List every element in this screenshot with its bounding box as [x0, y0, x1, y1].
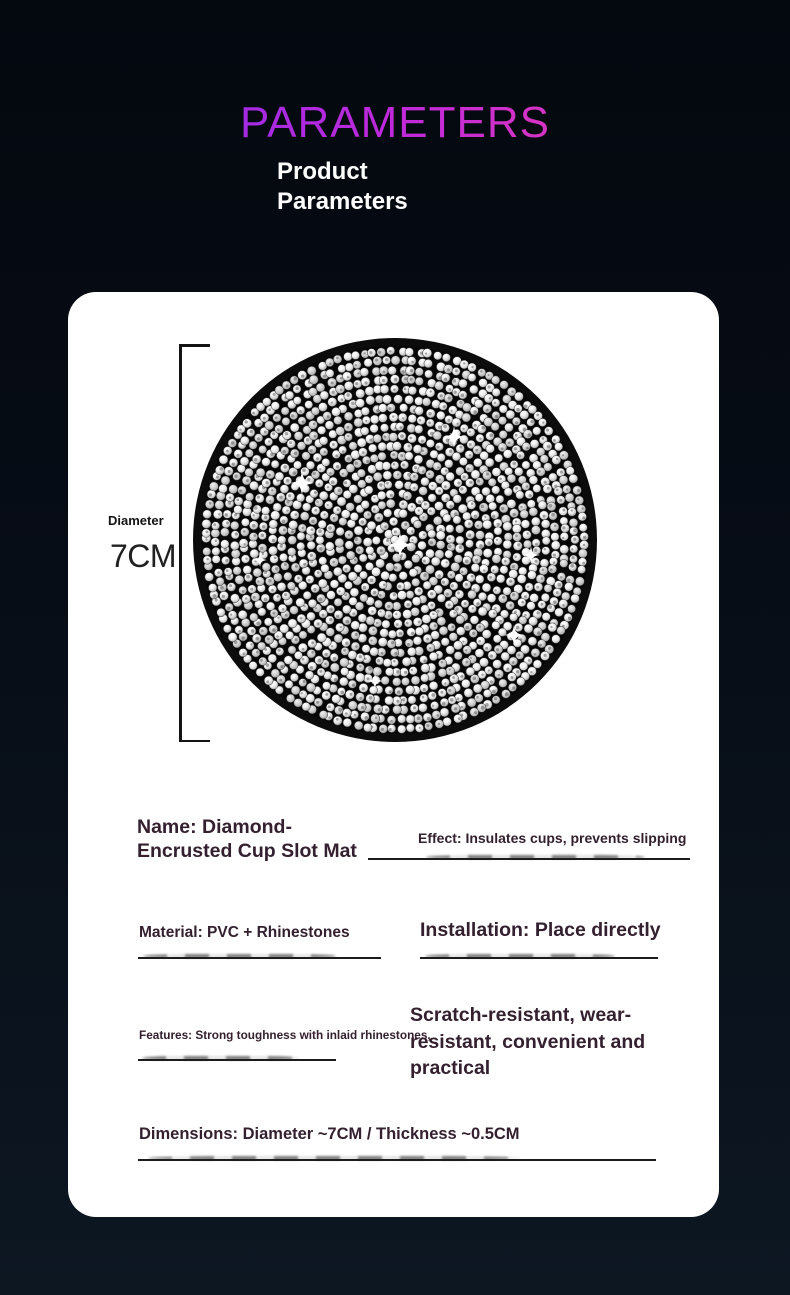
product-image-rhinestone-mat — [193, 338, 597, 742]
bracket-line — [179, 344, 182, 742]
divider-material — [138, 952, 381, 960]
diameter-label: Diameter — [108, 513, 164, 528]
spec-features-detail: Scratch-resistant, wear-resistant, convenient and practical — [410, 1004, 646, 1079]
divider-installation — [420, 952, 658, 960]
spec-dimensions: Dimensions: Diameter ~7CM / Thickness ~0.5CM — [139, 1125, 520, 1143]
page-subtitle: Product Parameters — [277, 158, 408, 215]
diameter-value: 7CM — [110, 538, 177, 574]
parameters-card — [68, 292, 719, 1217]
page-title: PARAMETERS — [0, 101, 790, 145]
spec-features: Features: Strong toughness with inlaid rhinestones, — [139, 1028, 431, 1042]
divider-dimensions — [138, 1154, 656, 1162]
spec-effect: Effect: Insulates cups, prevents slipping — [418, 830, 687, 846]
spec-material: Material: PVC + Rhinestones — [139, 924, 350, 941]
divider-features — [138, 1054, 336, 1062]
spec-name: Name: Diamond-Encrusted Cup Slot Mat — [137, 816, 357, 862]
spec-installation: Installation: Place directly — [420, 919, 661, 941]
divider-effect — [368, 853, 690, 861]
